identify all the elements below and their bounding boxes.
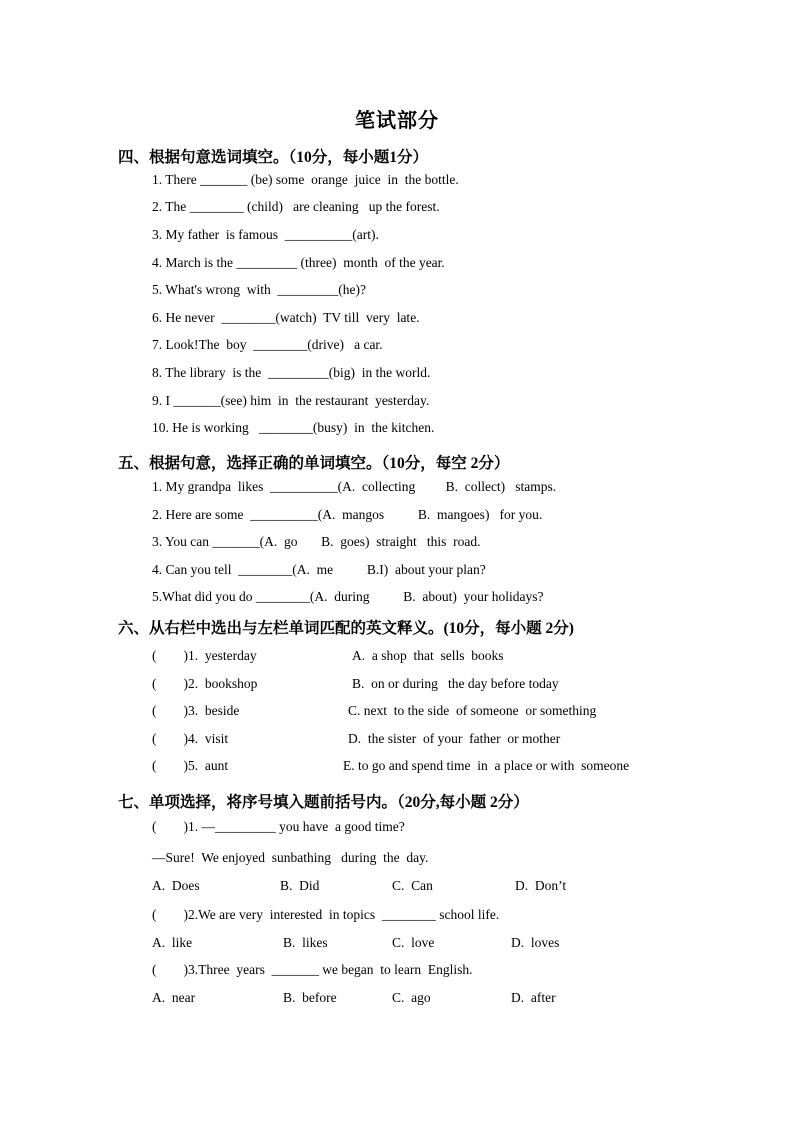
option-d: D. loves [511, 935, 560, 950]
question-3: ( )3.Three years _______ we began to learn English. [152, 962, 473, 977]
section-4-item: 2. The ________ (child) are cleaning up the forest. [152, 199, 440, 214]
section-4-item: 3. My father is famous __________(art). [152, 227, 379, 242]
option-b: B. before [283, 990, 337, 1005]
match-right-item: E. to go and spend time in a place or with someone [343, 758, 630, 773]
section-4-heading: 四、根据句意选词填空。（10分，每小题1分） [118, 149, 429, 166]
section-4-item: 5. What's wrong with _________(he)? [152, 282, 367, 297]
option-c: C. love [392, 935, 435, 950]
question-1-reply: —Sure! We enjoyed sunbathing during the day. [152, 850, 429, 865]
match-left-item: ( )5. aunt [152, 758, 229, 773]
match-left-item: ( )1. yesterday [152, 648, 257, 663]
match-right-item: B. on or during the day before today [352, 676, 559, 691]
question-1: ( )1. —_________ you have a good time? [152, 819, 405, 834]
section-5-heading: 五、根据句意，选择正确的单词填空。（10分，每空 2分） [118, 455, 510, 472]
option-a: A. near [152, 990, 196, 1005]
section-4-item: 7. Look!The boy ________(drive) a car. [152, 337, 383, 352]
section-4-item: 10. He is working ________(busy) in the kitchen. [152, 420, 435, 435]
section-5-item: 3. You can _______(A. go B. goes) straight this road. [152, 534, 481, 549]
match-left-item: ( )4. visit [152, 731, 229, 746]
section-5-item: 2. Here are some __________(A. mangos B. mangoes) for you. [152, 507, 543, 522]
option-c: C. Can [392, 878, 433, 893]
option-d: D. after [511, 990, 556, 1005]
page-title: 笔试部分 [355, 110, 439, 132]
section-4-item: 4. March is the _________ (three) month of the year. [152, 255, 445, 270]
option-a: A. Does [152, 878, 200, 893]
section-7-heading: 七、单项选择，将序号填入题前括号内。（20分,每小题 2分） [118, 794, 529, 811]
section-5-item: 1. My grandpa likes __________(A. collecting B. collect) stamps. [152, 479, 557, 494]
section-5-item: 5.What did you do ________(A. during B. about) your holidays? [152, 589, 544, 604]
option-c: C. ago [392, 990, 431, 1005]
match-right-item: A. a shop that sells books [352, 648, 504, 663]
section-5-item: 4. Can you tell ________(A. me B.I) about your plan? [152, 562, 486, 577]
section-4-item: 1. There _______ (be) some orange juice in the bottle. [152, 172, 459, 187]
option-d: D. Don’t [515, 878, 567, 893]
option-b: B. Did [280, 878, 320, 893]
option-b: B. likes [283, 935, 328, 950]
section-6-heading: 六、从右栏中选出与左栏单词匹配的英文释义。(10分，每小题 2分) [118, 620, 574, 637]
section-4-item: 6. He never ________(watch) TV till very late. [152, 310, 420, 325]
section-4-item: 8. The library is the _________(big) in the world. [152, 365, 431, 380]
match-right-item: C. next to the side of someone or something [348, 703, 597, 718]
match-left-item: ( )2. bookshop [152, 676, 258, 691]
question-2: ( )2.We are very interested in topics ________ school life. [152, 907, 500, 922]
match-left-item: ( )3. beside [152, 703, 240, 718]
section-4-item: 9. I _______(see) him in the restaurant yesterday. [152, 393, 430, 408]
option-a: A. like [152, 935, 193, 950]
match-right-item: D. the sister of your father or mother [348, 731, 561, 746]
